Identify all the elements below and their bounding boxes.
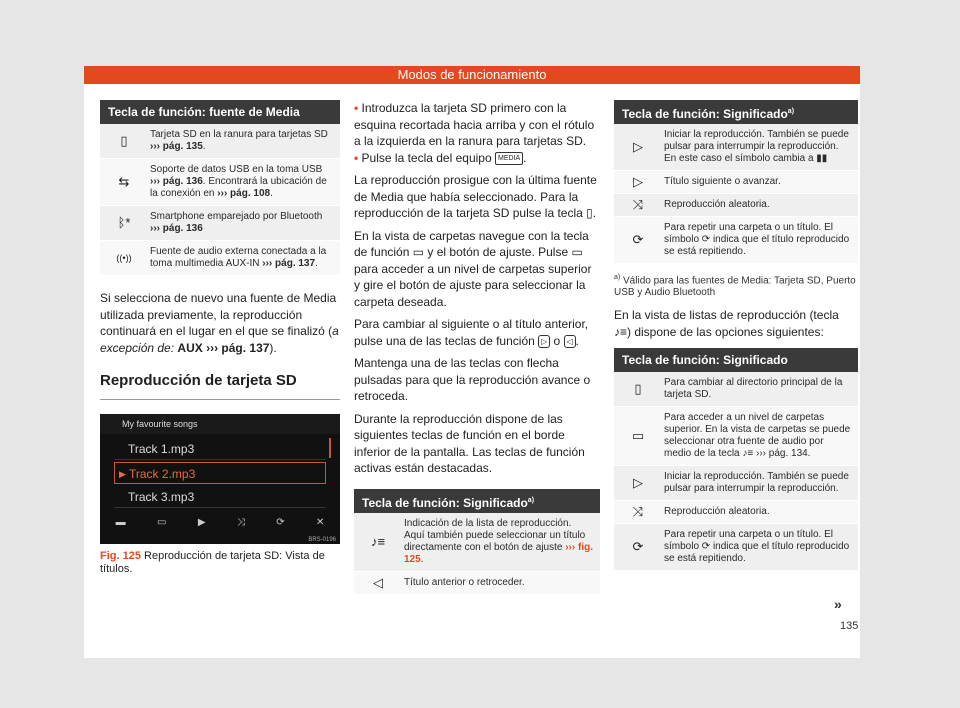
table-heading: Tecla de función: fuente de Media	[100, 100, 340, 124]
table-row: ◁ Título anterior o retroceder.	[354, 572, 600, 595]
track-item-selected: ▶ Track 2.mp3	[114, 462, 326, 484]
media-source-table	[100, 100, 340, 276]
screen-toolbar	[100, 514, 340, 532]
paragraph: Mantenga una de las teclas con flecha pulsadas para que la reproducción avance o retroceda.	[354, 356, 591, 403]
table-row: ▷ Título siguiente o avanzar.	[614, 171, 858, 194]
table-row: ⤨ Reproducción aleatoria.	[614, 194, 858, 217]
table-heading: Tecla de función: Significado$^{a)}$	[614, 100, 858, 124]
repeat-icon: ⟳	[276, 517, 285, 528]
shuffle-icon: ⤨	[632, 504, 644, 520]
table-row: ▭ Para acceder a un nivel de carpetas superior. En la vista de carpetas se puede seleccionar otra fuente de audio por medio de la tecla ♪≡ ››› pág. 134.	[614, 407, 858, 466]
function-key-table	[354, 489, 600, 595]
figure-code: BRS-0196	[308, 537, 336, 543]
column-right	[614, 100, 858, 571]
page-number: 135	[840, 620, 859, 632]
table-row: ((•)) Fuente de audio externa conectada a la toma multimedia AUX-IN ››› pág. 137.	[100, 241, 340, 276]
track-item: Track 1.mp3	[114, 438, 326, 460]
play-icon: ▷	[633, 139, 643, 154]
previous-icon: ◁	[373, 574, 383, 590]
table-row: ᛒ* Smartphone emparejado por Bluetooth ››› pág. 136	[100, 206, 340, 241]
folder-label: My favourite songs	[100, 414, 340, 434]
column-left	[100, 100, 340, 576]
table-row: ⟳ Para repetir una carpeta o un título. El símbolo ⟳ indica que el título reproducido se está repitiendo.	[614, 217, 858, 264]
track-item: Track 3.mp3	[114, 486, 326, 508]
table-heading: Tecla de función: Significado$^{a)}$	[354, 489, 600, 513]
manual-page	[84, 66, 860, 658]
table-row: ⇆ Soporte de datos USB en la toma USB ››› pág. 136. Encontrará la ubicación de la conexión en ››› pág. 108.	[100, 159, 340, 206]
table-row: ♪≡ Indicación de la lista de reproducción. Aquí también puede seleccionar un título directamente con el botón de ajuste ››› fig. 125.	[354, 513, 600, 572]
repeat-icon: ⟳	[632, 232, 644, 247]
table-heading: Tecla de función: Significado	[614, 348, 858, 372]
sd-card-icon: ▯	[120, 133, 128, 148]
shuffle-icon: ⤨	[236, 517, 245, 528]
sd-card-icon: ▯	[634, 381, 642, 397]
play-icon: ▷	[633, 475, 643, 491]
repeat-icon: ⟳	[632, 539, 644, 555]
paragraph: Durante la reproducción dispone de las siguientes teclas de función en el borde inferior de la pantalla. Las teclas de función activas están destacadas.	[354, 411, 585, 475]
figure-caption: Fig. 125 Reproducción de tarjeta SD: Vista de títulos.	[100, 550, 325, 575]
media-key-icon: MEDIA	[495, 152, 523, 165]
function-key-table	[614, 100, 858, 264]
paragraph: Para cambiar al siguiente o al título anterior, pulse una de las teclas de función ▷ o ◁ .	[354, 317, 589, 348]
paragraph: En la vista de listas de reproducción (tecla ♪≡) dispone de las opciones siguientes:	[614, 308, 839, 339]
paragraph: En la vista de carpetas navegue con la tecla de función ▭ y el botón de ajuste. Pulse ▭ para acceder a un nivel de carpetas superior y gire el botón de ajuste para seleccionar la carpeta deseada.	[354, 228, 592, 309]
bluetooth-icon: ᛒ*	[117, 215, 131, 230]
playlist-icon: ♪≡	[370, 533, 386, 549]
table-row: ▷ Iniciar la reproducción. También se puede pulsar para interrumpir la reproducción. En este caso el símbolo cambia a ▮▮	[614, 124, 858, 171]
aux-icon: ((•))	[116, 253, 132, 263]
previous-key-icon: ◁	[564, 335, 576, 348]
continue-arrow-icon: »	[834, 596, 842, 612]
column-middle	[354, 100, 600, 595]
close-icon: ✕	[315, 517, 325, 528]
scroll-indicator	[329, 438, 331, 458]
paragraph: La reproducción prosigue con la última fuente de Media que había seleccionado. Para la reproducción de la tarjeta SD pulse la tecla ▯.	[354, 173, 597, 220]
page-header: Modos de funcionamiento	[84, 66, 860, 84]
sd-card-icon: ▬	[115, 517, 126, 528]
table-row: ▯ Tarjeta SD en la ranura para tarjetas SD ››› pág. 135.	[100, 124, 340, 159]
figure-screen-image	[100, 414, 340, 544]
table-row: ⟳ Para repetir una carpeta o un título. El símbolo ⟳ indica que el título reproducido se está repitiendo.	[614, 524, 858, 571]
resume-paragraph: Si selecciona de nuevo una fuente de Media utilizada previamente, la reproducción continuará en el lugar en el que se finalizó (a excepción de: AUX ››› pág. 137).	[100, 291, 339, 355]
folder-up-icon: ▭	[631, 428, 645, 444]
bullet-item: • Introduzca la tarjeta SD primero con la esquina recortada hacia arriba y con el rótulo a la izquierda en la ranura para tarjetas SD.	[354, 101, 595, 148]
usb-icon: ⇆	[118, 174, 130, 189]
playlist-icon: ▭	[157, 517, 167, 528]
next-icon: ▷	[633, 174, 643, 189]
bullet-item: • Pulse la tecla del equipo MEDIA .	[354, 150, 527, 165]
table-row: ⤨ Reproducción aleatoria.	[614, 501, 858, 524]
playlist-function-table	[614, 348, 858, 571]
next-key-icon: ▷	[538, 335, 550, 348]
footnote: $^{a)}$ Válido para las fuentes de Media: Tarjeta SD, Puerto USB y Audio Bluetooth	[614, 274, 856, 299]
play-icon: ▶	[119, 469, 126, 479]
section-title: Reproducción de tarjeta SD	[100, 372, 340, 400]
play-icon: ▶	[197, 517, 206, 528]
table-row: ▷ Iniciar la reproducción. También se puede pulsar para interrumpir la reproducción.	[614, 466, 858, 501]
shuffle-icon: ⤨	[632, 197, 644, 212]
table-row: ▯ Para cambiar al directorio principal de la tarjeta SD.	[614, 372, 858, 407]
